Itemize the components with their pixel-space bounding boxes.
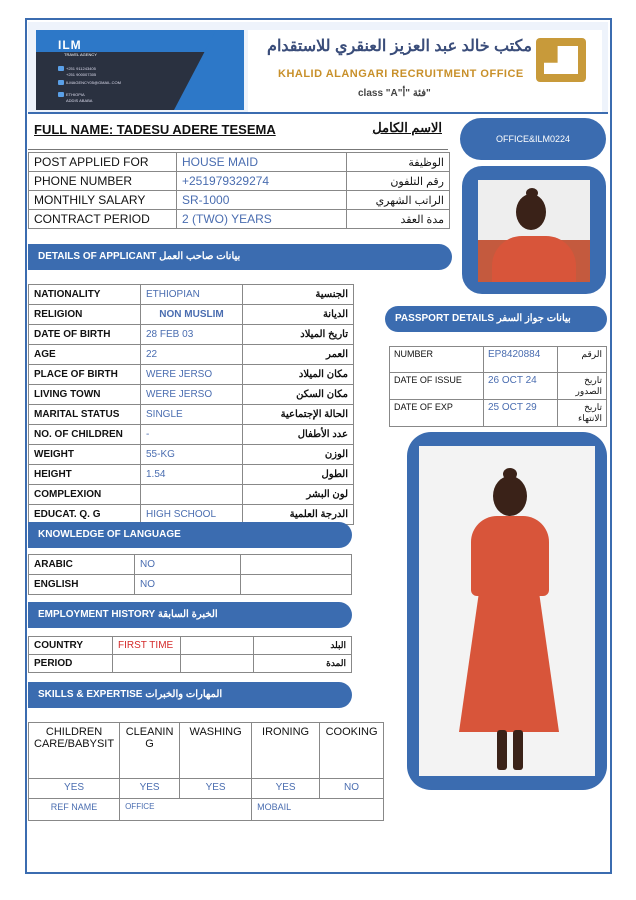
office-english-title: KHALID ALANGARI RECRUITMENT OFFICE — [278, 68, 524, 80]
table-row — [29, 191, 450, 210]
card-email: ILMAGENCY05@GMAIL.COM — [66, 80, 121, 85]
email-icon — [58, 80, 64, 85]
office-logo-icon — [536, 38, 586, 82]
card-location-1: ETHIOPIA — [66, 92, 85, 97]
photo-head — [493, 476, 527, 516]
table-row: YES YES YES YES NO — [29, 779, 384, 799]
photo-dress-top — [471, 516, 549, 596]
table-row: LIVING TOWN WERE JERSO مكان السكن — [29, 385, 354, 405]
table-row — [29, 172, 450, 191]
table-row: PLACE OF BIRTH WERE JERSO مكان الميلاد — [29, 365, 354, 385]
card-phone-2: +251 900007305 — [66, 72, 97, 77]
table-row: NATIONALITY ETHIOPIAN الجنسية — [29, 285, 354, 305]
summary-value: HOUSE MAID — [177, 153, 347, 172]
section-skills-header: SKILLS & EXPERTISE المهارات والخبرات — [28, 682, 352, 708]
passport-table — [389, 346, 607, 427]
portrait-photo-frame — [462, 166, 606, 294]
office-class: class "A"فئة "أ" — [358, 88, 431, 99]
agency-brand-sub: TRAVEL AGENCY — [64, 52, 97, 57]
table-row — [29, 153, 450, 172]
table-row — [29, 210, 450, 229]
summary-ar: الراتب الشهري — [347, 191, 450, 210]
portrait-head — [516, 194, 546, 230]
table-row: HEIGHT 1.54 الطول — [29, 465, 354, 485]
summary-value: 2 (TWO) YEARS — [177, 210, 347, 229]
office-code-badge: OFFICE&ILM0224 — [460, 118, 606, 160]
table-row: RELIGION NON MUSLIM الديانة — [29, 305, 354, 325]
table-row: COUNTRY FIRST TIME البلد — [29, 637, 352, 655]
summary-ar: الوظيفة — [347, 153, 450, 172]
agency-business-card — [36, 30, 244, 110]
table-row: AGE 22 العمر — [29, 345, 354, 365]
location-icon — [58, 92, 64, 97]
table-row: REF NAME OFFICE MOBAIL — [29, 799, 384, 821]
table-row: NO. OF CHILDREN - عدد الأطفال — [29, 425, 354, 445]
table-row: PERIOD المدة — [29, 655, 352, 673]
table-row: NUMBER EP8420884 الرقم — [390, 347, 607, 373]
summary-label: MONTHILY SALARY — [29, 191, 177, 210]
table-row: MARITAL STATUS SINGLE الحالة الإجتماعية — [29, 405, 354, 425]
card-phone-1: +251 911243405 — [66, 66, 96, 71]
table-row: COMPLEXION لون البشر — [29, 485, 354, 505]
photo-dress-skirt — [459, 592, 559, 732]
portrait-dress — [492, 236, 576, 282]
summary-value: +251979329274 — [177, 172, 347, 191]
table-row: DATE OF ISSUE 26 OCT 24 تاريخ الصدور — [390, 373, 607, 400]
phone-icon — [58, 66, 64, 71]
summary-label: PHONE NUMBER — [29, 172, 177, 191]
table-row: DATE OF EXP 25 OCT 29 تاريخ الانتهاء — [390, 400, 607, 427]
skills-table — [28, 722, 384, 821]
section-details-header: DETAILS OF APPLICANT بيانات صاحب العمل — [28, 244, 452, 270]
portrait-photo — [478, 180, 590, 282]
summary-label: POST APPLIED FOR — [29, 153, 177, 172]
summary-label: CONTRACT PERIOD — [29, 210, 177, 229]
agency-brand: ILM — [58, 38, 82, 52]
full-name-row — [28, 116, 448, 150]
full-name: FULL NAME: TADESU ADERE TESEMA — [34, 122, 276, 137]
office-sign — [248, 30, 602, 112]
full-body-photo-frame — [407, 432, 607, 790]
card-location-2: ADDIS ABABA — [66, 98, 93, 103]
table-row: WEIGHT 55-KG الوزن — [29, 445, 354, 465]
language-table — [28, 554, 352, 595]
section-employment-header: EMPLOYMENT HISTORY الخبرة السابقة — [28, 602, 352, 628]
summary-ar: مدة العقد — [347, 210, 450, 229]
section-passport-header: PASSPORT DETAILS بيانات جواز السفر — [385, 306, 607, 332]
table-row: CHILDREN CARE/BABYSIT CLEANIN G WASHING IRONING COOKING — [29, 723, 384, 779]
employment-table — [28, 636, 352, 673]
summary-table — [28, 152, 450, 229]
table-row: DATE OF BIRTH 28 FEB 03 تاريخ الميلاد — [29, 325, 354, 345]
full-name-ar: الاسم الكامل — [372, 120, 442, 135]
table-row: ENGLISH NO — [29, 575, 352, 595]
table-row: ARABIC NO — [29, 555, 352, 575]
applicant-details-table — [28, 284, 354, 525]
summary-ar: رقم التلفون — [347, 172, 450, 191]
full-body-photo — [419, 446, 595, 776]
summary-value: SR-1000 — [177, 191, 347, 210]
table-row: EDUCAT. Q. G HIGH SCHOOL الدرجة العلمية — [29, 505, 354, 525]
section-language-header: KNOWLEDGE OF LANGUAGE — [28, 522, 352, 548]
office-arabic-title: مكتب خالد عبد العزيز العنقري للاستقدام — [267, 38, 532, 55]
